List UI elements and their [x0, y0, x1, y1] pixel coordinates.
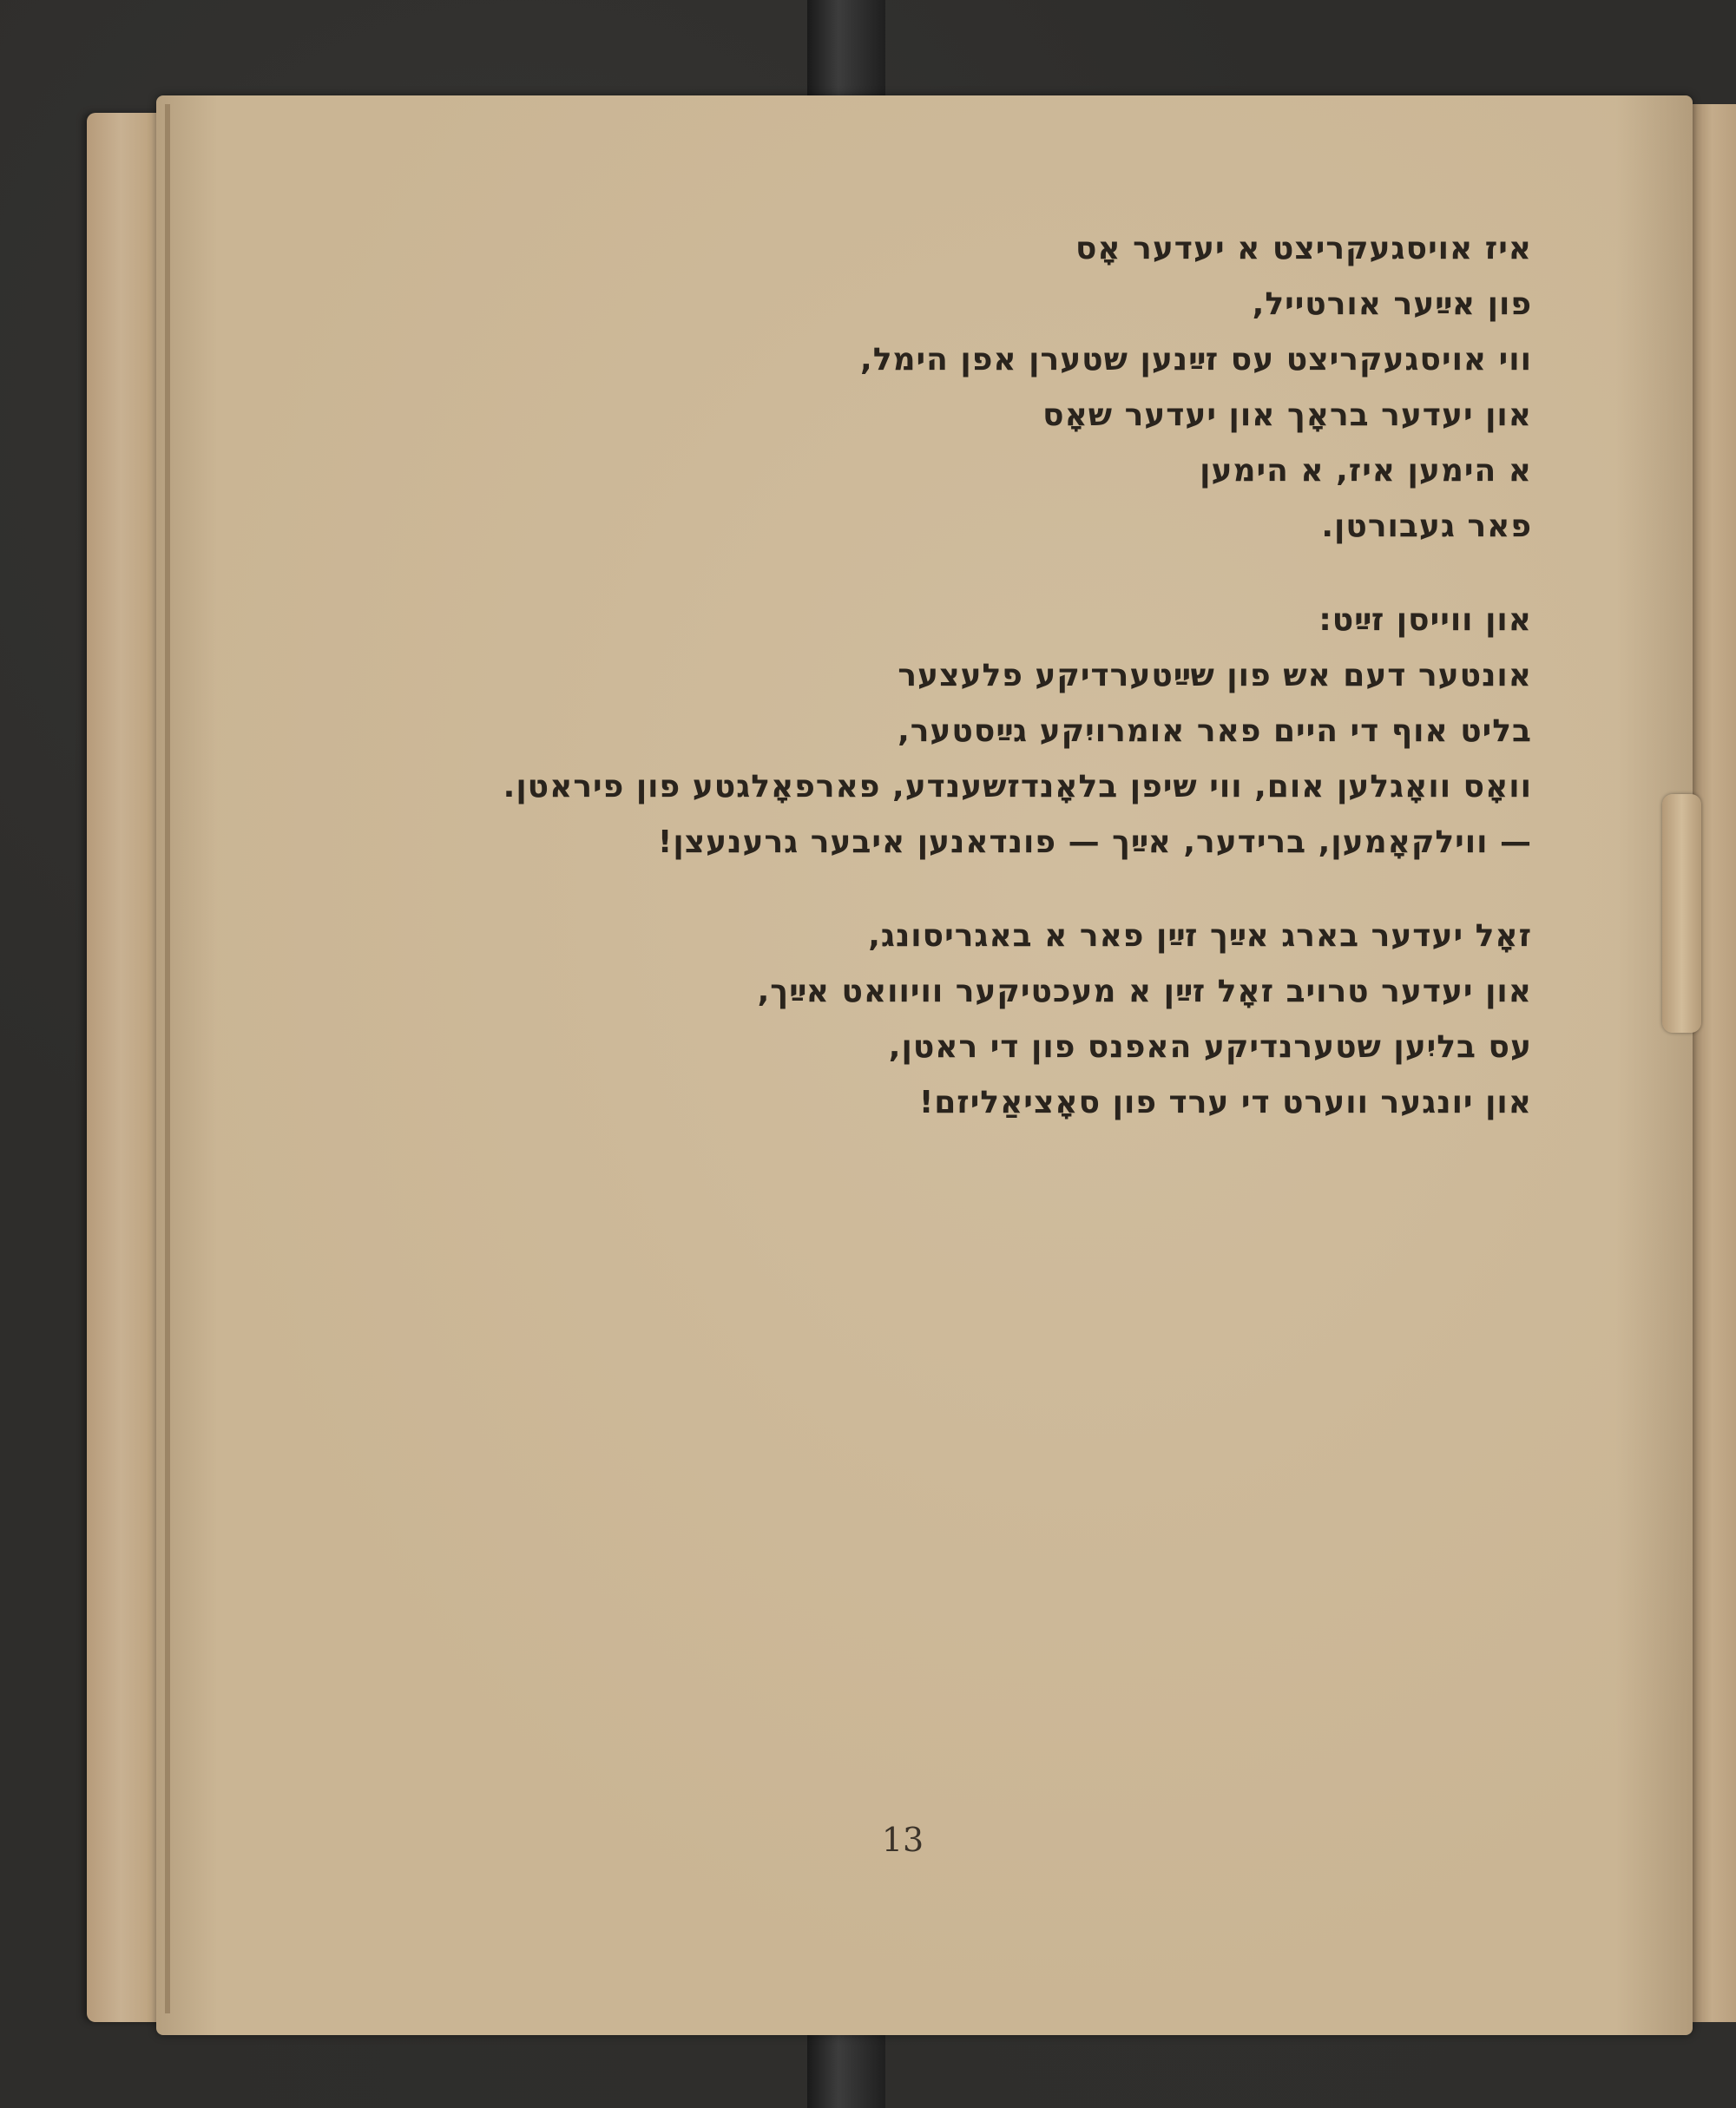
next-page-edge [1688, 104, 1736, 2022]
poem-text [213, 221, 1532, 1169]
poem-line: ווי אויסגעקריצט עס זײַנען שטערן אפן הימל, [860, 342, 1532, 378]
poem-line: און יעדער בראָך און יעדער שאָס [1042, 397, 1532, 433]
poem-line: זאָל יעדער בארג אײַך זײַן פאר א באגריסונג, [868, 918, 1532, 954]
poem-line: — ווילקאָמען, ברידער, אײַך — פונדאנען איבער גרענעצן! [657, 824, 1532, 860]
poem-line: עס בליִען שטערנדיקע האפנס פון די ראטן, [888, 1029, 1532, 1065]
poem-line: און ווייסן זײַט: [1318, 602, 1532, 638]
stanza-1 [213, 221, 1532, 555]
poem-line: און יעדער טרויב זאָל זײַן א מעכטיקער וויוואט אײַך, [757, 974, 1532, 1009]
stanza-3 [213, 909, 1532, 1131]
poem-line: בליט אוף די היים פאר אומרויִקע גײַסטער, [898, 713, 1532, 749]
binding-post-top [807, 0, 885, 104]
poem-line: א הימען איז, א הימען [1200, 453, 1532, 489]
poem-line: און יונגער ווערט די ערד פון סאָציאַליזם! [918, 1085, 1532, 1120]
stanza-2 [213, 593, 1532, 870]
poem-line: וואָס וואָגלען אום, ווי שיפן בלאָנדזשענדע, פארפאָלגטע פון פיראטן. [503, 769, 1532, 804]
poem-line: פון אײַער אורטייל, [1252, 286, 1532, 322]
binding-tab [1662, 794, 1701, 1033]
page-number: 13 [881, 1821, 924, 1859]
poem-line: איז אויסגעקריצט א יעדער אָס [1075, 231, 1532, 266]
poem-line: פאר געבורטן. [1321, 509, 1532, 544]
poem-line: אונטער דעם אש פון שײַטערדיקע פלעצער [898, 658, 1532, 693]
binding-post-bottom [807, 2026, 885, 2108]
page-gutter [165, 104, 170, 2013]
